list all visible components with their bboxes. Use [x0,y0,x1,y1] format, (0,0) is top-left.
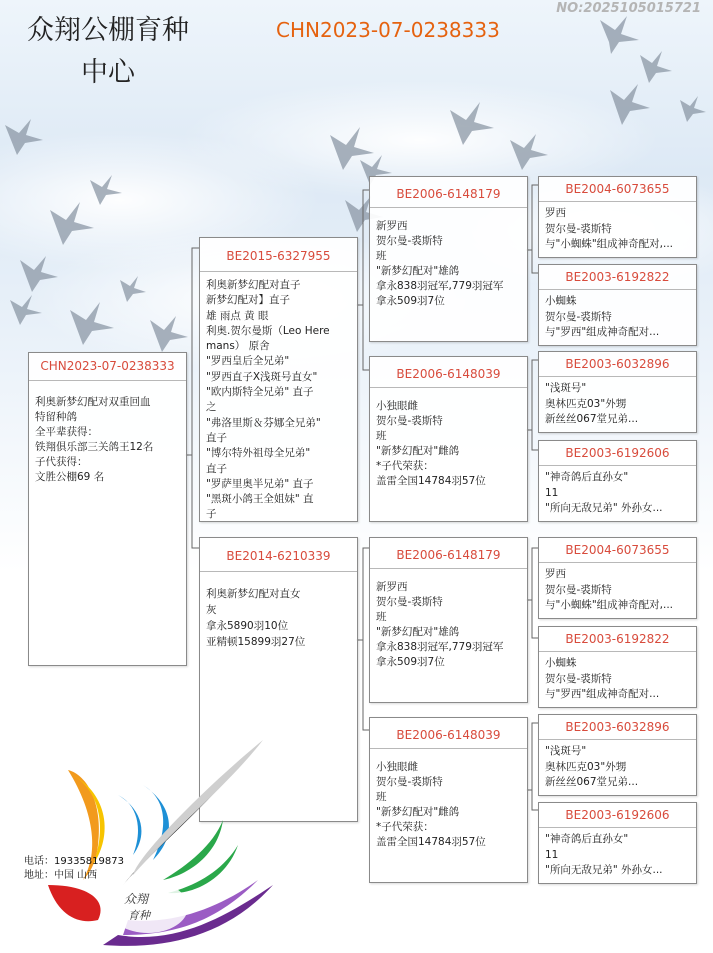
breeding-center-title [8,10,208,94]
gg6-ring-number: BE2003-6192822 [539,627,696,652]
dam-dam-card [369,717,528,883]
great-grandparent-card-1 [538,176,697,258]
sire-dam-description: 小独眼雌 贺尔曼-裘斯特 班 "新梦幻配对"雌鸽 *子代荣获： 盖雷全国14784羽57位 [376,400,486,487]
great-grandparent-card-5 [538,537,697,619]
contact-info [24,855,124,883]
breeding-center-logo [28,735,288,950]
title-line-2: 中心 [81,57,135,88]
address-value: 中国 山西 [54,870,98,881]
gg8-ring-number: BE2003-6192606 [539,803,696,828]
subject-description: 利奥新梦幻配对双重回血 特留种鸽 全平辈获得： 铁翔俱乐部三关鸽王12名 子代获得： 文胜公棚69 名 [35,396,154,483]
gg7-description: "浅斑号" 奥林匹克03"外甥 新丝丝067堂兄弟... [545,745,639,788]
sire-card [199,237,358,522]
phone-number: 19335819873 [54,856,124,867]
sire-sire-ring-number: BE2006-6148179 [370,177,527,208]
great-grandparent-card-4 [538,440,697,522]
logo-text-2: 育种 [128,909,150,922]
subject-pigeon-card [28,352,187,666]
gg2-ring-number: BE2003-6192822 [539,265,696,290]
dam-dam-description: 小独眼雌 贺尔曼-裘斯特 班 "新梦幻配对"雌鸽 *子代荣获： 盖雷全国14784羽57位 [376,761,486,848]
sire-description: 利奥新梦幻配对直子 新梦幻配对】直子 雄 雨点 黄 眼 利奥.贺尔曼斯（Leo Here mans） 原舍 "罗西皇后全兄弟" "罗西直子X浅斑号直女" "欧内斯特全兄弟" 直子 之 "弗洛里斯＆芬娜全兄弟" 直子 "博尔特外祖母全兄弟" 直子 "罗萨里奥半兄弟" 直子 "黑斑小鸽王全姐妹" 直 子 [206,279,330,521]
gg4-description: "神奇鸽后直孙女" 11 "所向无敌兄弟" 外孙女... [545,471,663,514]
dam-dam-ring-number: BE2006-6148039 [370,718,527,749]
header-ring-number: CHN2023-07-0238333 [276,18,500,42]
dam-description: 利奥新梦幻配对直女 灰 拿永5890羽10位 亚精顿15899羽27位 [206,588,306,648]
address-label: 地址： [24,870,54,881]
gg6-description: 小蜘蛛 贺尔曼-裘斯特 与"罗西"组成神奇配对... [545,657,660,700]
gg3-ring-number: BE2003-6032896 [539,352,696,377]
dam-sire-ring-number: BE2006-6148179 [370,538,527,569]
gg8-description: "神奇鸽后直孙女" 11 "所向无敌兄弟" 外孙女... [545,833,663,876]
document-number: NO:2025105015721 [556,1,701,16]
sire-sire-description: 新罗西 贺尔曼-裘斯特 班 "新梦幻配对"雄鸽 拿永838羽冠军,779羽冠军 拿永509羽7位 [376,220,504,307]
great-grandparent-card-8 [538,802,697,884]
great-grandparent-card-3 [538,351,697,433]
dam-sire-card [369,537,528,703]
sire-dam-card [369,356,528,522]
gg1-description: 罗西 贺尔曼-裘斯特 与"小蜘蛛"组成神奇配对,... [545,207,674,250]
dam-sire-description: 新罗西 贺尔曼-裘斯特 班 "新梦幻配对"雄鸽 拿永838羽冠军,779羽冠军 拿永509羽7位 [376,581,504,668]
sire-dam-ring-number: BE2006-6148039 [370,357,527,388]
subject-ring-number: CHN2023-07-0238333 [29,353,186,381]
gg3-description: "浅斑号" 奥林匹克03"外甥 新丝丝067堂兄弟... [545,382,639,425]
gg2-description: 小蜘蛛 贺尔曼-裘斯特 与"罗西"组成神奇配对... [545,295,660,338]
great-grandparent-card-2 [538,264,697,346]
title-line-1: 众翔公棚育种 [27,15,189,46]
great-grandparent-card-7 [538,714,697,796]
gg5-description: 罗西 贺尔曼-裘斯特 与"小蜘蛛"组成神奇配对,... [545,568,674,611]
gg4-ring-number: BE2003-6192606 [539,441,696,466]
gg7-ring-number: BE2003-6032896 [539,715,696,740]
sire-ring-number: BE2015-6327955 [200,238,357,272]
logo-text-1: 众翔 [124,892,149,906]
dam-ring-number: BE2014-6210339 [200,538,357,572]
sire-sire-card [369,176,528,342]
gg1-ring-number: BE2004-6073655 [539,177,696,202]
great-grandparent-card-6 [538,626,697,708]
gg5-ring-number: BE2004-6073655 [539,538,696,563]
phone-label: 电话： [24,856,54,867]
